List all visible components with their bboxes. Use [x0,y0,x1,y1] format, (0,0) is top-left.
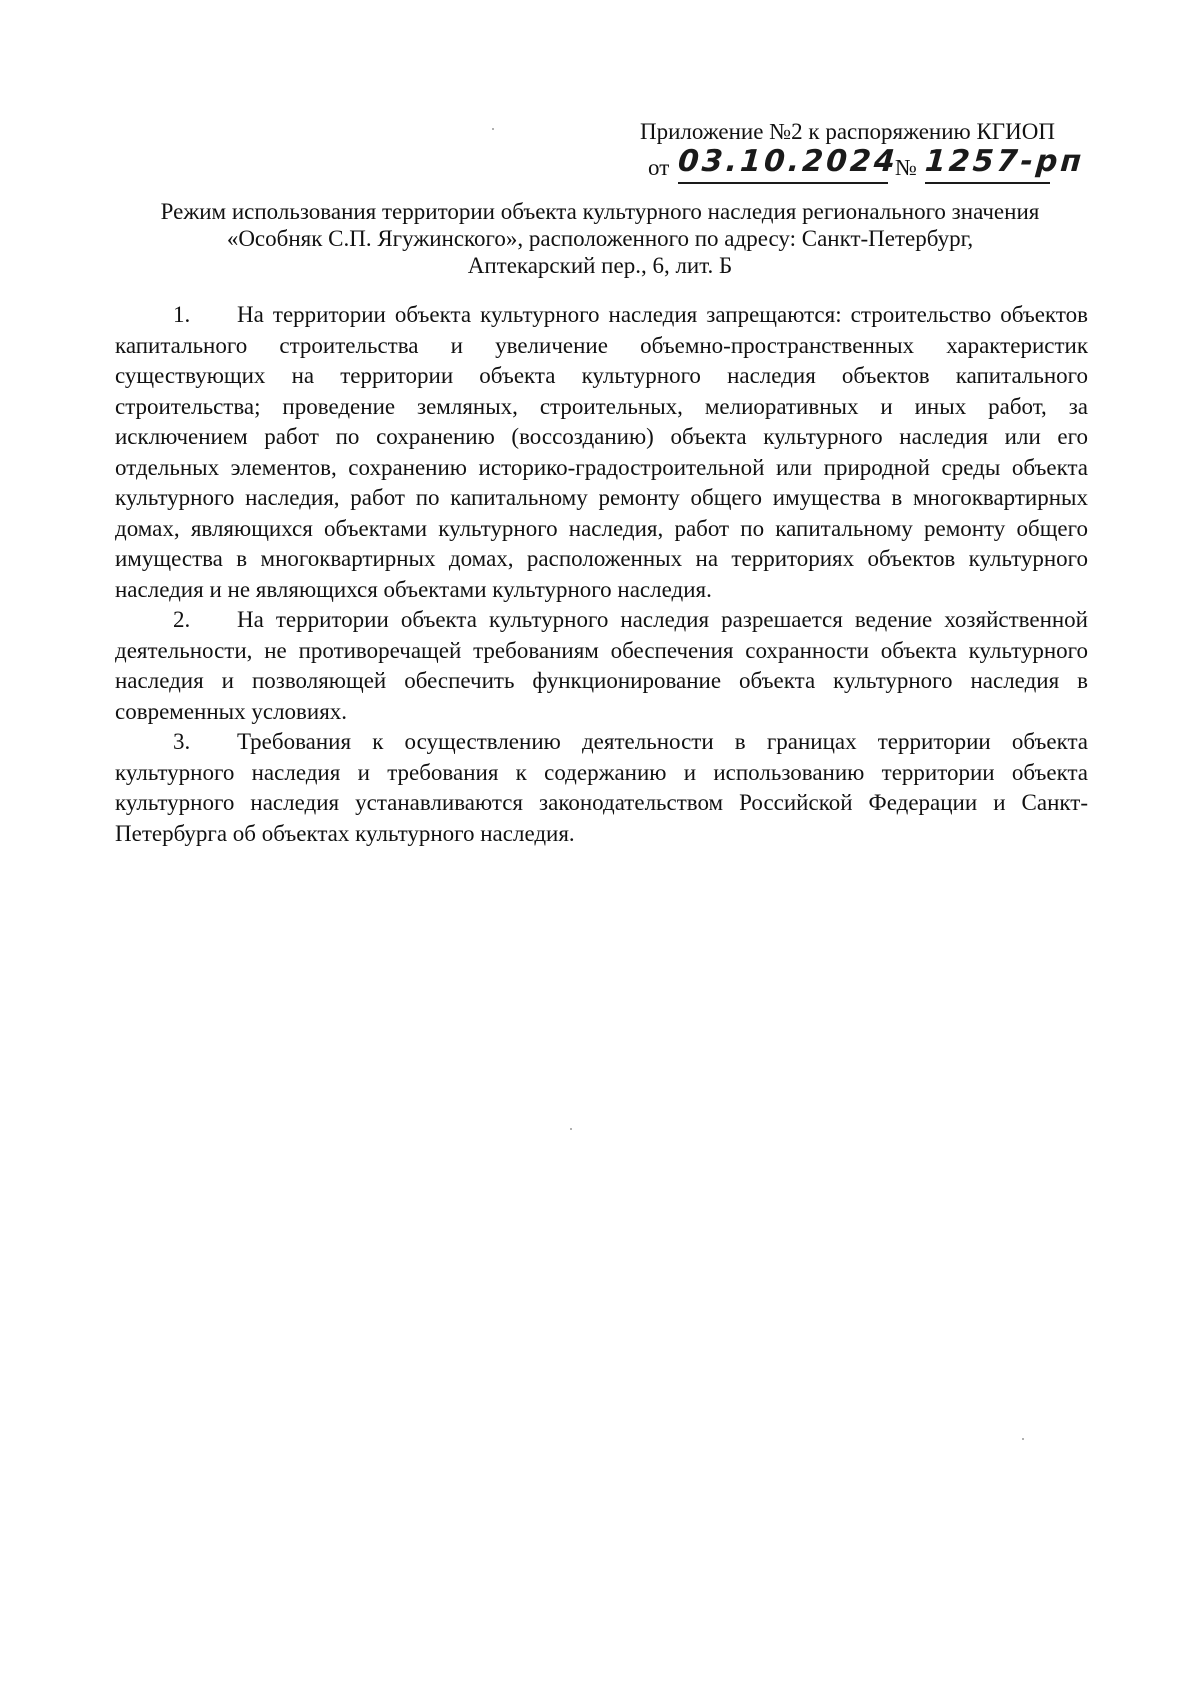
paragraph-1 [115,300,1088,605]
handwritten-number: 1257-рп [923,144,1086,179]
appendix-header [640,118,1140,184]
title-line-1: Режим использования территории объекта культурного наследия регионального значения [160,199,1040,224]
paragraph-text: Требования к осуществлению деятельности в границах территории объекта культурного наследия и требования к содержанию и использованию территории объекта культурного наследия устанавливаются законодательством Российской Федерации и Санкт-Петербурга об объектах культурного наследия. [115,729,1088,846]
document-body [115,300,1088,849]
scan-speck [1022,1438,1024,1440]
number-underline [925,182,1050,184]
paragraph-number: 3. [173,729,191,754]
date-underline [678,182,888,184]
paragraph-number: 2. [173,607,191,632]
number-label: № [895,155,917,180]
from-label: от [648,155,670,180]
paragraph-text: На территории объекта культурного наследия запрещаются: строительство объектов капитального строительства и увеличение объемно-пространственных характеристик существующих на территории объекта культурного наследия объектов капитального строительства; проведение земляных, строительных, мелиоративных и иных работ, за исключением работ по сохранению (воссозданию) объекта культурного наследия или его отдельных элементов, сохранению историко-градостроительной или природной среды объекта культурного наследия, работ по капитальному ремонту общего имущества в многоквартирных домах, являющихся объектами культурного наследия, работ по капитальному ремонту общего имущества в многоквартирных домах, расположенных на территориях объектов культурного наследия и не являющихся объектами культурного наследия. [115,302,1088,602]
document-title [110,198,1090,279]
scan-speck [570,1128,572,1130]
paragraph-number: 1. [173,302,191,327]
title-line-3: Аптекарский пер., 6, лит. Б [467,253,733,278]
paragraph-3 [115,727,1088,849]
paragraph-text: На территории объекта культурного наследия разрешается ведение хозяйственной деятельности, не противоречащей требованиям обеспечения сохранности объекта культурного наследия и позволяющей обеспечить функционирование объекта культурного наследия в современных условиях. [115,607,1088,724]
scan-speck [492,128,494,130]
paragraph-2 [115,605,1088,727]
handwritten-date: 03.10.2024 [676,144,900,179]
order-reference [640,144,1140,184]
appendix-line: Приложение №2 к распоряжению КГИОП [640,119,1055,144]
title-line-2: «Особняк С.П. Ягужинского», расположенного по адресу: Санкт-Петербург, [226,226,974,251]
